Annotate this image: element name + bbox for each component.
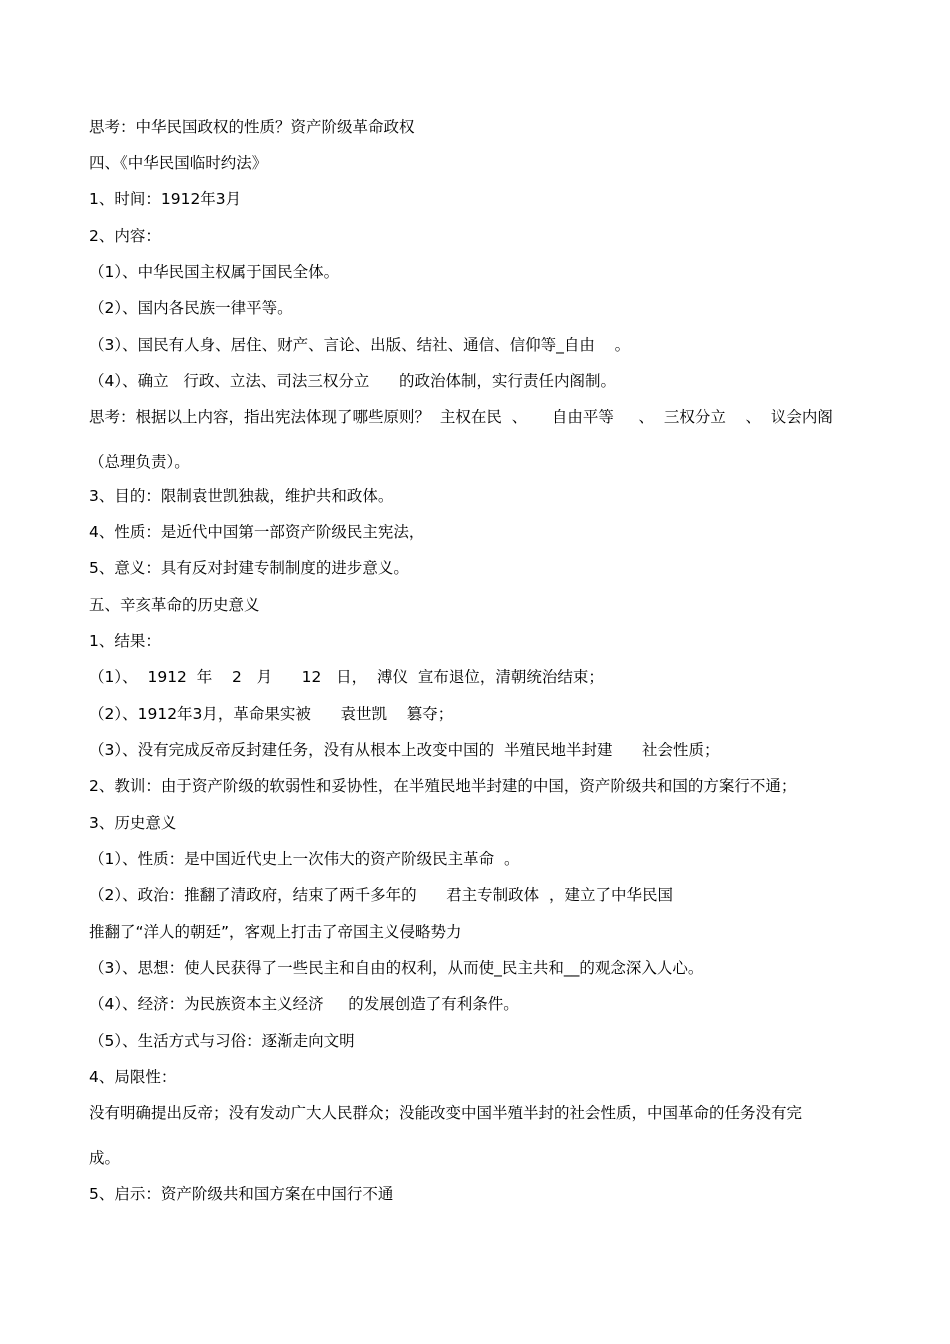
text-line: 4、局限性：	[89, 1068, 177, 1086]
text-line: （1）、性质：是中国近代史上一次伟大的资产阶级民主革命 。	[89, 850, 520, 868]
section-heading: 五、辛亥革命的历史意义	[89, 596, 260, 614]
text-line: （5）、生活方式与习俗：逐渐走向文明	[89, 1032, 355, 1050]
section-heading: 四、《中华民国临时约法》	[89, 154, 268, 172]
text-line: （1）、中华民国主权属于国民全体。	[89, 263, 340, 281]
text-line: 2、内容：	[89, 227, 161, 245]
text-line: 1、时间：1912年3月	[89, 190, 242, 208]
text-line: （3）、思想：使人民获得了一些民主和自由的权利，从而使_民主共和__的观念深入人心。	[89, 959, 704, 977]
text-line: 没有明确提出反帝；没有发动广大人民群众；没能改变中国半殖半封的社会性质，中国革命的任务没有完	[89, 1104, 803, 1122]
text-line: （1）、 1912 年 2 月 12 日， 溥仪 宣布退位，清朝统治结束；	[89, 668, 604, 686]
text-line: （4）、确立 行政、立法、司法三权分立 的政治体制，实行责任内阁制。	[89, 372, 616, 390]
text-line: （2）、国内各民族一律平等。	[89, 299, 293, 317]
text-line: （2）、1912年3月，革命果实被 袁世凯 篡夺；	[89, 705, 454, 723]
text-line: 3、目的：限制袁世凯独裁，维护共和政体。	[89, 487, 394, 505]
text-line: （4）、经济：为民族资本主义经济 的发展创造了有利条件。	[89, 995, 519, 1013]
text-line: （2）、政治：推翻了清政府，结束了两千多年的 君主专制政体 ，建立了中华民国	[89, 886, 674, 904]
text-line: （3）、没有完成反帝反封建任务，没有从根本上改变中国的 半殖民地半封建 社会性质；	[89, 741, 720, 759]
text-line: 2、教训：由于资产阶级的软弱性和妥协性，在半殖民地半封建的中国，资产阶级共和国的方案行不通；	[89, 777, 797, 795]
text-line: 3、历史意义	[89, 814, 177, 832]
text-line: 5、意义：具有反对封建专制制度的进步意义。	[89, 559, 409, 577]
text-line: 成。	[89, 1149, 121, 1167]
text-line: 1、结果：	[89, 632, 161, 650]
text-line: （3）、国民有人身、居住、财产、言论、出版、结社、通信、信仰等_自由 。	[89, 336, 631, 354]
text-line: （总理负责）。	[89, 453, 190, 471]
text-line: 思考：根据以上内容，指出宪法体现了哪些原则？ 主权在民 、 自由平等 、 三权分立 、 议会内阁	[89, 408, 833, 426]
text-line: 思考：中华民国政权的性质？资产阶级革命政权	[89, 118, 415, 136]
text-line: 4、性质：是近代中国第一部资产阶级民主宪法，	[89, 523, 425, 541]
text-line: 5、启示：资产阶级共和国方案在中国行不通	[89, 1185, 394, 1203]
text-line: 推翻了“洋人的朝廷”，客观上打击了帝国主义侵略势力	[89, 923, 462, 941]
